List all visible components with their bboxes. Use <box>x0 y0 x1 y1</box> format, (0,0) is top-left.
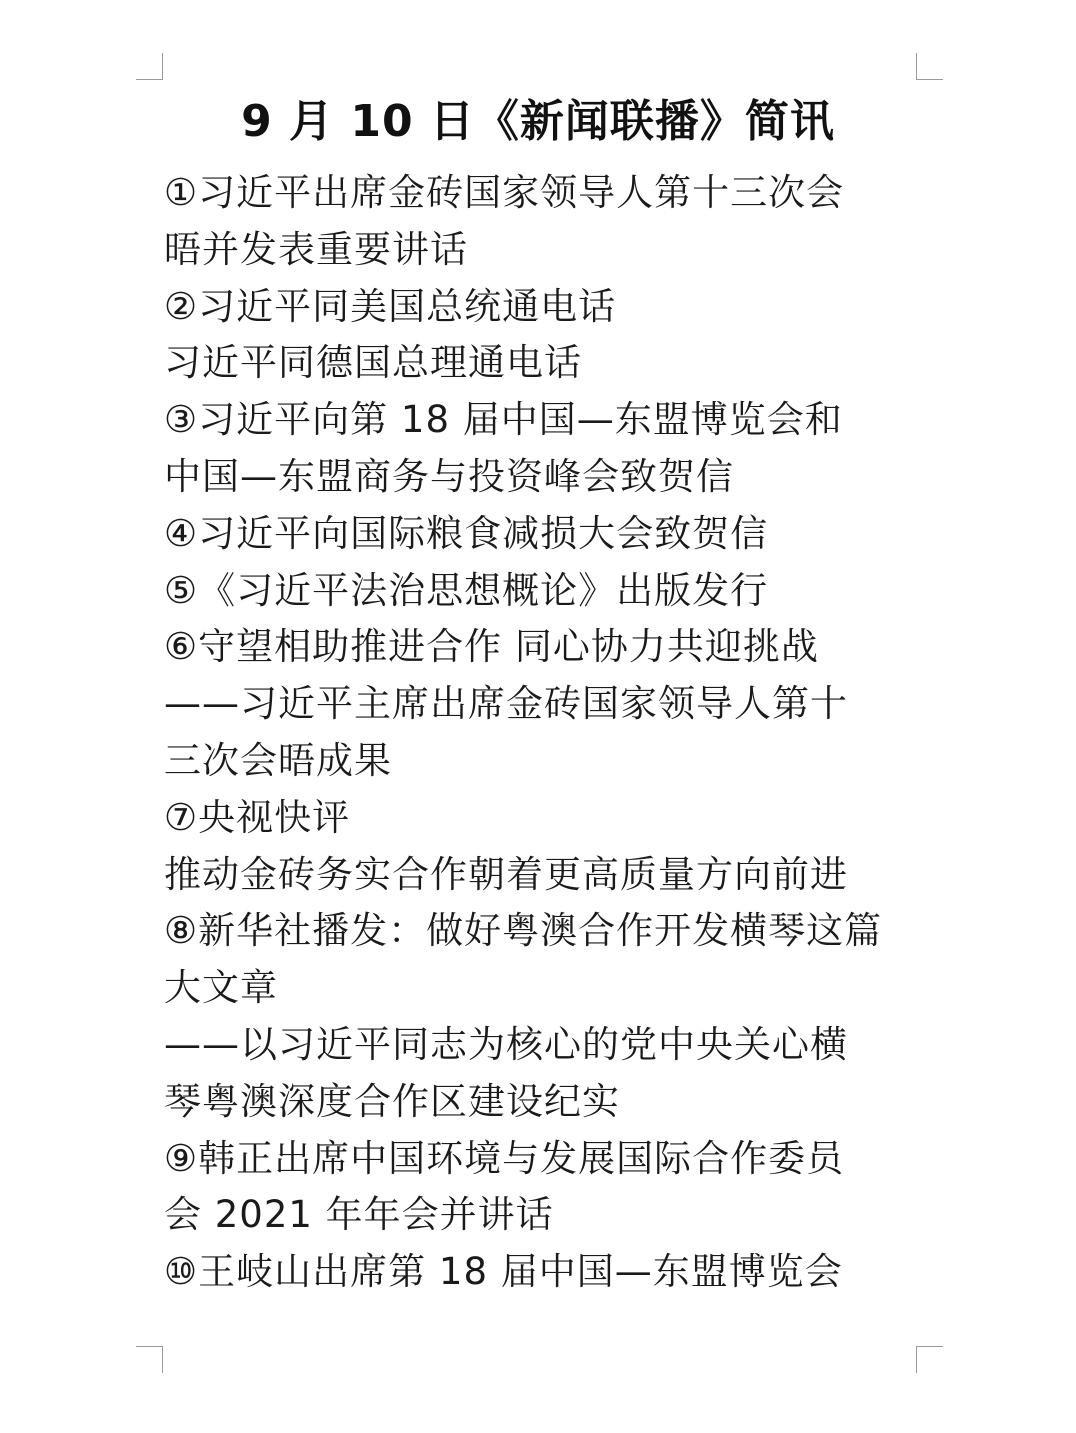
text-line: 琴粤澳深度合作区建设纪实 <box>164 1079 620 1123</box>
text-line: ①习近平出席金砖国家领导人第十三次会 <box>164 171 845 214</box>
text-line: ③习近平向第 18 届中国—东盟博览会和 <box>164 398 843 442</box>
text-line: ⑥守望相助推进合作 同心协力共迎挑战 <box>164 625 819 669</box>
text-line: 三次会晤成果 <box>164 738 392 782</box>
text-line: ⑤《习近平法治思想概论》出版发行 <box>164 568 769 612</box>
text-line: ②习近平同美国总统通电话 <box>164 284 617 328</box>
crop-mark-bottom-left <box>136 1346 163 1373</box>
text-line: ——习近平主席出席金砖国家领导人第十 <box>164 682 848 726</box>
text-line: 推动金砖务实合作朝着更高质量方向前进 <box>164 852 848 896</box>
text-line: ⑧新华社播发：做好粤澳合作开发横琴这篇 <box>164 909 883 953</box>
document-body <box>164 165 924 1301</box>
text-line: 中国—东盟商务与投资峰会致贺信 <box>164 454 734 498</box>
document-title: 9 月 10 日《新闻联播》简讯 <box>241 96 835 147</box>
crop-mark-bottom-right <box>916 1346 943 1373</box>
text-line: 晤并发表重要讲话 <box>164 227 468 271</box>
text-line: ④习近平向国际粮食减损大会致贺信 <box>164 511 769 555</box>
text-line: ⑦央视快评 <box>164 795 351 839</box>
crop-mark-top-right <box>916 53 943 80</box>
text-line: 习近平同德国总理通电话 <box>164 341 582 385</box>
crop-mark-top-left <box>136 53 163 80</box>
text-line: ⑩王岐山出席第 18 届中国—东盟博览会 <box>164 1250 843 1294</box>
text-line: 大文章 <box>164 966 278 1010</box>
text-line: 会 2021 年年会并讲话 <box>164 1193 554 1237</box>
text-line: ——以习近平同志为核心的党中央关心横 <box>164 1022 848 1066</box>
text-line: ⑨韩正出席中国环境与发展国际合作委员 <box>164 1136 845 1180</box>
